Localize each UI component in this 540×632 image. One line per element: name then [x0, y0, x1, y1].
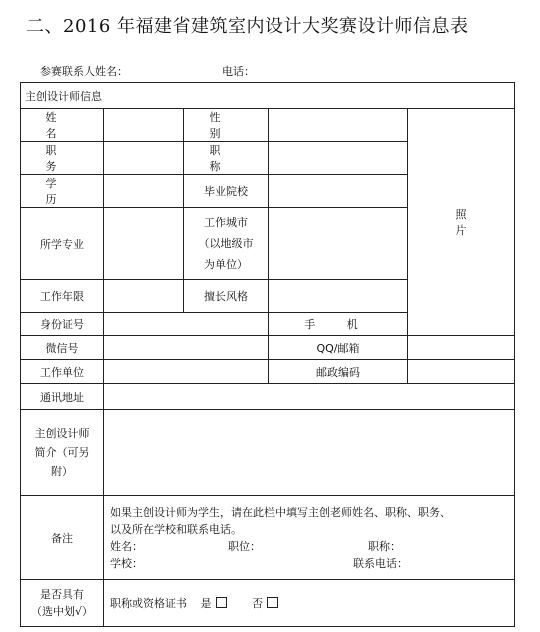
label-bio-line3: 附）: [51, 465, 73, 478]
remarks-school-label: 学校：: [110, 556, 143, 570]
field-postcode[interactable]: [408, 360, 515, 384]
field-education[interactable]: [104, 175, 184, 208]
field-address[interactable]: [104, 384, 515, 410]
remarks-instruction-line1: 如果主创设计师为学生，请在此栏中填写主创老师姓名、职称、职务、: [110, 505, 451, 519]
label-employer: 工作单位: [21, 360, 104, 384]
remarks-name-label: 姓名：: [110, 539, 143, 553]
field-school[interactable]: [269, 175, 408, 208]
photo-label-2: 片: [455, 224, 467, 237]
field-major[interactable]: [104, 208, 184, 280]
contact-name-label: 参赛联系人姓名：: [40, 65, 128, 78]
label-remarks: 备注: [21, 496, 104, 580]
field-years[interactable]: [104, 280, 184, 313]
remarks-title-label: 职称：: [368, 539, 401, 553]
label-specialty: 擅长风格: [184, 280, 269, 313]
field-name[interactable]: [104, 109, 184, 142]
field-title[interactable]: [269, 142, 408, 175]
label-name: 姓 名: [21, 109, 104, 142]
remarks-teacher-row: [110, 538, 512, 555]
designer-info-table: [20, 82, 515, 627]
field-qq-email[interactable]: [408, 336, 515, 360]
field-wechat[interactable]: [104, 336, 269, 360]
label-has-cert-line1: 是否具有: [40, 588, 84, 601]
label-has-cert: [21, 580, 104, 627]
cert-no-checkbox[interactable]: [267, 597, 278, 608]
remarks-school-row: [110, 555, 512, 572]
field-id-number[interactable]: [104, 313, 269, 336]
label-bio-line1: 主创设计师: [34, 427, 90, 440]
label-school: 毕业院校: [184, 175, 269, 208]
label-gender: 性 别: [184, 109, 269, 142]
contact-phone-label: 电话：: [222, 65, 255, 78]
field-bio[interactable]: [104, 410, 515, 496]
cert-no-label: 否: [252, 597, 263, 610]
label-title: 职 称: [184, 142, 269, 175]
label-years: 工作年限: [21, 280, 104, 313]
label-wechat: 微信号: [21, 336, 104, 360]
field-city[interactable]: [269, 208, 408, 280]
label-position: 职 务: [21, 142, 104, 175]
label-has-cert-line2: （选中划√）: [30, 605, 93, 618]
cert-yes-label: 是: [200, 597, 212, 610]
remarks-instruction-line2: 以及所在学校和联系电话。: [110, 522, 242, 536]
label-city-line2: （以地级市: [198, 237, 254, 250]
cert-label: 职称或资格证书: [110, 597, 187, 610]
section-header: 主创设计师信息: [21, 83, 515, 109]
cert-yes-checkbox[interactable]: [216, 597, 227, 608]
field-cert: [104, 580, 515, 627]
photo-label-1: 照: [455, 208, 467, 221]
field-remarks[interactable]: [104, 496, 515, 580]
photo-box[interactable]: [408, 109, 515, 336]
label-bio-line2: 简介（可另: [34, 446, 90, 459]
label-postcode: 邮政编码: [269, 360, 408, 384]
field-position[interactable]: [104, 142, 184, 175]
label-qq-email: QQ/邮箱: [269, 336, 408, 360]
remarks-role-label: 职位：: [228, 539, 261, 553]
field-employer[interactable]: [104, 360, 269, 384]
label-bio: [21, 410, 104, 496]
label-mobile: 手 机: [269, 313, 408, 336]
label-education: 学 历: [21, 175, 104, 208]
field-specialty[interactable]: [269, 280, 408, 313]
label-city-line3: 为单位）: [204, 258, 248, 271]
label-major: 所学专业: [21, 208, 104, 280]
label-address: 通讯地址: [21, 384, 104, 410]
label-city-line1: 工作城市: [204, 216, 248, 229]
remarks-phone-label: 联系电话：: [353, 556, 408, 570]
label-city: [184, 208, 269, 280]
field-gender[interactable]: [269, 109, 408, 142]
label-id-number: 身份证号: [21, 313, 104, 336]
form-title: 二、2016 年福建省建筑室内设计大奖赛设计师信息表: [26, 16, 469, 37]
